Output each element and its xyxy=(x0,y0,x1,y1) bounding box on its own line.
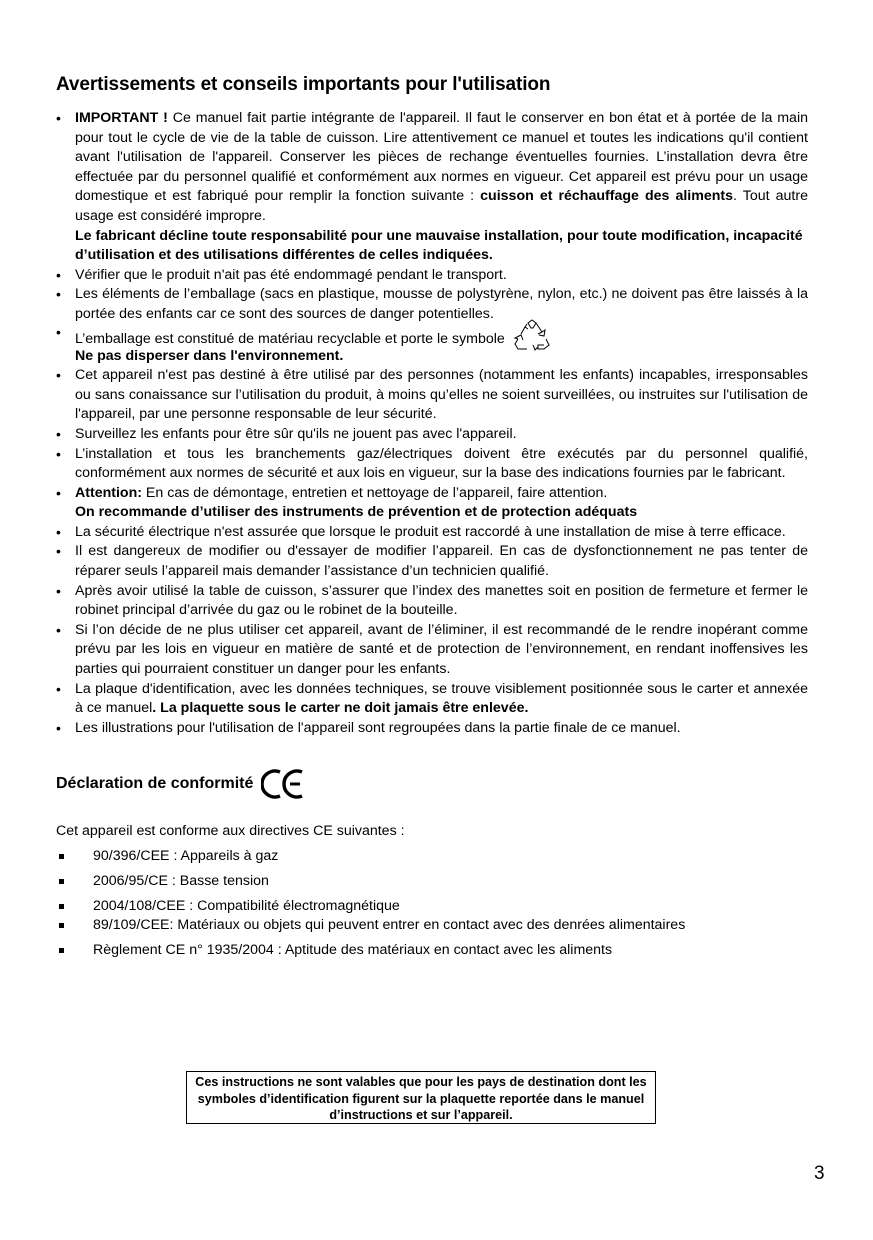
page-content xyxy=(56,74,808,960)
directive-item: Règlement CE n° 1935/2004 : Aptitude des matériaux en contact avec les aliments xyxy=(56,941,808,960)
page-title: Avertissements et conseils importants pour l'utilisation xyxy=(56,74,551,95)
list-item: • Si l’on décide de ne plus utiliser cet appareil, avant de l’éliminer, il est recommandé de le rendre inopérant comme prévu par les lois en vigueur en matière de santé et de protection de l’environnement, en rendant inoffensives les parties qui pourraient constituer un danger pour les enfants. xyxy=(56,621,808,680)
list-item: • Les illustrations pour l'utilisation de l'appareil sont regroupées dans la partie finale de ce manuel. xyxy=(56,719,808,739)
ce-mark-icon xyxy=(261,768,305,800)
directives-list xyxy=(56,847,808,960)
list-item: • Cet appareil n'est pas destiné à être utilisé par des personnes (notamment les enfants) incapables, irresponsables ou sans conaissance sur l’utilisation du produit, à moins qu’elles ne soient surveillées, ou instruites sur l'utilisation de l'appareil, par une personne responsable de leur sécurité. xyxy=(56,366,808,425)
list-item: • IMPORTANT ! Ce manuel fait partie intégrante de l'appareil. Il faut le conserver en bon état et à portée de la main pour tout le cycle de vie de la table de cuisson. Lire attentivement ce manuel et toutes les indications qu'il contient avant l'utilisation de l'appareil. Conserver les pièces de rechange éventuelles fournies. L’installation devra être effectuée par du personnel qualifié et conformément aux normes en vigueur. Cet appareil est prévu pour un usage domestique et est fabriqué pour remplir la fonction suivante : cuisson et réchauffage des aliments. Tout autre usage est considéré impropre. Le fabricant décline toute responsabilité pour une mauvaise installation, pour toute modification, incapacité d’utilisation et des utilisations différentes de celles indiquées. xyxy=(56,109,808,266)
list-item: • La plaque d'identification, avec les données techniques, se trouve visiblement positionnée sous le carter et annexée à ce manuel. La plaquette sous le carter ne doit jamais être enlevée. xyxy=(56,680,808,719)
list-item: • Attention: En cas de démontage, entretien et nettoyage de l’appareil, faire attention. On recommande d’utiliser des instruments de prévention et de protection adéquats xyxy=(56,484,808,523)
important-label: IMPORTANT ! xyxy=(75,110,168,126)
protection-recommendation: On recommande d’utiliser des instruments de prévention et de protection adéquats xyxy=(75,504,638,521)
directive-item: 90/396/CEE : Appareils à gaz xyxy=(56,847,808,866)
destination-note: Ces instructions ne sont valables que pour les pays de destination dont les symboles d’identification figurent sur la plaquette reportée dans le manuel d’instructions et sur l’appareil. xyxy=(186,1071,656,1124)
env-warning: Ne pas disperser dans l'environnement. xyxy=(75,347,344,364)
directive-item: 89/109/CEE: Matériaux ou objets qui peuvent entrer en contact avec des denrées alimentaires xyxy=(56,916,808,935)
directive-item: 2004/108/CEE : Compatibilité électromagnétique xyxy=(56,897,808,916)
list-item: • Il est dangereux de modifier ou d'essayer de modifier l’appareil. En cas de dysfonctionnement ne pas tenter de réparer seuls l’appareil mais demander l’assistance d’un technicien qualifié. xyxy=(56,542,808,581)
list-item: • Après avoir utilisé la table de cuisson, s’assurer que l’index des manettes soit en position de fermeture et fermer le robinet principal d’arrivée du gaz ou le robinet de la bouteille. xyxy=(56,582,808,621)
declaration-heading: Déclaration de conformité xyxy=(56,768,808,800)
list-item: • L’installation et tous les branchements gaz/électriques doivent être exécutés par du personnel qualifié, conformément aux normes de sécurité et aux lois en vigueur, sur la base des indications fournies par le fabricant. xyxy=(56,445,808,484)
list-item: • Les éléments de l’emballage (sacs en plastique, mousse de polystyrène, nylon, etc.) ne doivent pas être laissés à la portée des enfants car ce sont des sources de danger potentielles. xyxy=(56,285,808,324)
list-item: • L’emballage est constitué de matériau recyclable et porte le symbole Ne pas disperser dans l'environnement. xyxy=(56,323,808,367)
page-number: 3 xyxy=(814,1163,825,1184)
directive-item: 2006/95/CE : Basse tension xyxy=(56,872,808,891)
list-item: • Vérifier que le produit n'ait pas été endommagé pendant le transport. xyxy=(56,266,808,286)
disclaimer-text: Le fabricant décline toute responsabilité pour une mauvaise installation, pour toute modification, incapacité d’utilisation et des utilisations différentes de celles indiquées. xyxy=(75,227,803,264)
recycle-icon xyxy=(513,319,551,351)
declaration-intro: Cet appareil est conforme aux directives CE suivantes : xyxy=(56,823,405,840)
list-item: • Surveillez les enfants pour être sûr qu'ils ne jouent pas avec l'appareil. xyxy=(56,425,808,445)
attention-label: Attention: xyxy=(75,484,142,501)
list-item: • La sécurité électrique n'est assurée que lorsque le produit est raccordé à une installation de mise à terre efficace. xyxy=(56,523,808,543)
warnings-list xyxy=(56,109,808,738)
